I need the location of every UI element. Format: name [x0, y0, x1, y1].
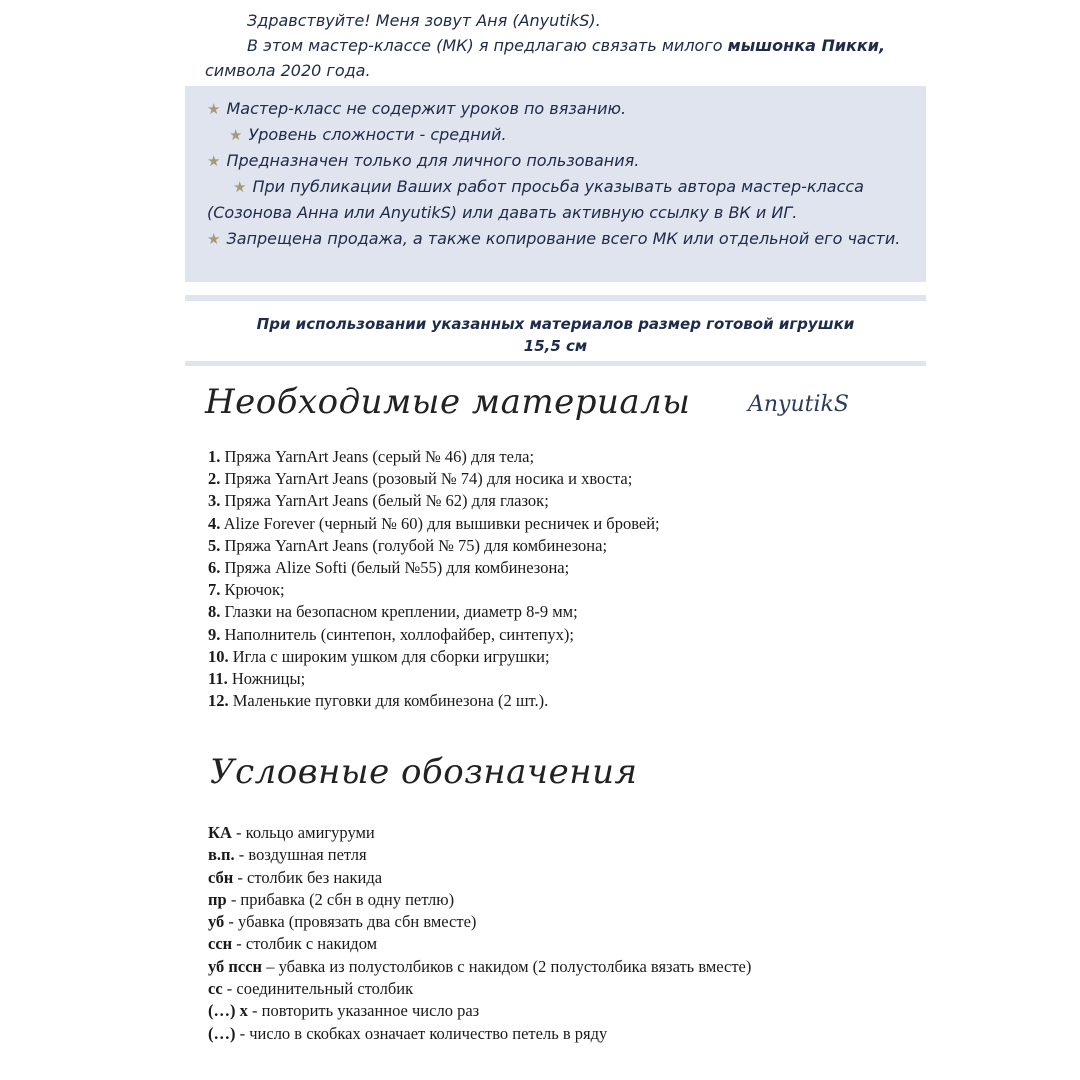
item-text: Пряжа YarnArt Jeans (розовый № 74) для носика и хвоста;: [220, 469, 633, 489]
list-item: [208, 513, 968, 535]
list-item: [208, 933, 1028, 955]
author-signature: AnyutikS: [748, 392, 849, 417]
list-item: [208, 468, 968, 490]
item-number: 2.: [208, 469, 221, 489]
item-text: Пряжа YarnArt Jeans (белый № 62) для глазок;: [220, 491, 549, 511]
star-icon: ★: [207, 152, 221, 170]
list-item: [208, 690, 968, 712]
abbr-definition: - столбик с накидом: [232, 934, 378, 954]
item-number: 12.: [208, 691, 229, 711]
abbr-definition: - кольцо амигуруми: [231, 823, 375, 842]
size-note-line-1: При использовании указанных материалов размер готовой игрушки: [256, 315, 855, 333]
abbr-definition: - повторить указанное число раз: [247, 1001, 480, 1021]
item-number: 4.: [208, 513, 221, 533]
intro-line-3: символа 2020 года.: [205, 61, 371, 80]
list-item: [208, 490, 968, 512]
list-item: [208, 646, 968, 668]
list-item: [208, 557, 968, 579]
abbr-term: КА: [208, 823, 232, 842]
notice-item: [207, 96, 926, 122]
star-icon: ★: [233, 178, 247, 196]
notice-item: [207, 226, 926, 252]
item-text: Ножницы;: [227, 669, 306, 689]
abbr-term: (…): [208, 1023, 236, 1043]
list-item: [208, 978, 1028, 1000]
abbr-term: (…) х: [208, 1001, 248, 1021]
star-icon: ★: [207, 230, 221, 248]
intro-line-2: [205, 33, 935, 58]
notice-text: При публикации Ваших работ просьба указывать автора мастер-класса: [252, 177, 864, 196]
item-number: 11.: [208, 669, 228, 689]
list-item: [208, 1000, 1028, 1022]
notice-text: Запрещена продажа, а также копирование всего МК или отдельной его части.: [226, 229, 901, 248]
item-text: Пряжа Alize Softi (белый №55) для комбинезона;: [220, 558, 570, 578]
notice-box: [185, 86, 926, 282]
item-text: Крючок;: [220, 580, 285, 600]
greeting: Здравствуйте! Меня зовут Аня (AnyutikS).: [247, 11, 601, 30]
item-number: 8.: [208, 602, 221, 622]
size-note-line-2: 15,5 см: [523, 337, 588, 355]
item-text: Маленькие пуговки для комбинезона (2 шт.).: [228, 691, 549, 711]
notice-text: Уровень сложности - средний.: [248, 125, 507, 144]
abbr-term: сс: [208, 979, 223, 999]
list-item: [208, 822, 1028, 844]
item-number: 9.: [208, 624, 221, 644]
list-item: [208, 535, 968, 557]
item-number: 7.: [208, 580, 221, 600]
list-item: [208, 867, 1028, 889]
toy-name: мышонка Пикки,: [727, 36, 886, 55]
abbreviations-list: [208, 822, 1028, 1045]
abbr-definition: - прибавка (2 сбн в одну петлю): [226, 889, 455, 909]
item-number: 1.: [208, 447, 221, 466]
abbr-definition: - число в скобках означает количество петель в ряду: [235, 1023, 608, 1043]
notice-item: [207, 174, 926, 200]
item-number: 10.: [208, 646, 229, 666]
abbreviations-heading: Условные обозначения: [210, 752, 638, 792]
item-text: Игла с широким ушком для сборки игрушки;: [228, 646, 550, 666]
item-number: 5.: [208, 535, 221, 555]
item-text: Глазки на безопасном креплении, диаметр 8-9 мм;: [220, 602, 578, 622]
list-item: [208, 446, 968, 468]
abbr-definition: – убавка из полустолбиков с накидом (2 полустолбика вязать вместе): [262, 956, 752, 976]
item-text: Alize Forever (черный № 60) для вышивки ресничек и бровей;: [220, 513, 660, 533]
divider-bottom: [185, 361, 926, 366]
abbr-definition: - воздушная петля: [234, 845, 367, 865]
notice-item: [207, 122, 926, 148]
star-icon: ★: [207, 100, 221, 118]
intro-text: [205, 8, 935, 83]
materials-heading: Необходимые материалы: [205, 382, 691, 422]
item-text: Пряжа YarnArt Jeans (серый № 46) для тела;: [220, 447, 535, 466]
abbr-term: пр: [208, 889, 227, 909]
notice-text: Предназначен только для личного пользования.: [226, 151, 640, 170]
list-item: [208, 624, 968, 646]
notice-item: [207, 148, 926, 174]
item-number: 3.: [208, 491, 221, 511]
list-item: [208, 1023, 1028, 1045]
item-text: Пряжа YarnArt Jeans (голубой № 75) для комбинезона;: [220, 535, 608, 555]
item-number: 6.: [208, 558, 221, 578]
materials-list: [208, 446, 968, 712]
notice-text: Мастер-класс не содержит уроков по вязанию.: [226, 99, 627, 118]
list-item: [208, 579, 968, 601]
list-item: [208, 956, 1028, 978]
abbr-term: сбн: [208, 867, 234, 887]
list-item: [208, 889, 1028, 911]
item-text: Наполнитель (синтепон, холлофайбер, синтепух);: [220, 624, 575, 644]
abbr-definition: - убавка (провязать два сбн вместе): [224, 912, 477, 932]
list-item: [208, 601, 968, 623]
list-item: [208, 844, 1028, 866]
list-item: [208, 911, 1028, 933]
abbr-term: ссн: [208, 934, 233, 954]
notice-item-continued: (Созонова Анна или AnyutikS) или давать активную ссылку в ВК и ИГ.: [207, 203, 798, 222]
divider-top: [185, 295, 926, 301]
size-note: [185, 313, 926, 357]
abbr-term: в.п.: [208, 845, 235, 865]
abbr-definition: - соединительный столбик: [222, 979, 414, 999]
list-item: [208, 668, 968, 690]
intro-line-2-text: В этом мастер-классе (МК) я предлагаю связать милого: [247, 36, 728, 55]
star-icon: ★: [229, 126, 243, 144]
abbr-term: уб: [208, 912, 225, 932]
abbr-definition: - столбик без накида: [233, 867, 383, 887]
abbr-term: уб пссн: [208, 956, 263, 976]
